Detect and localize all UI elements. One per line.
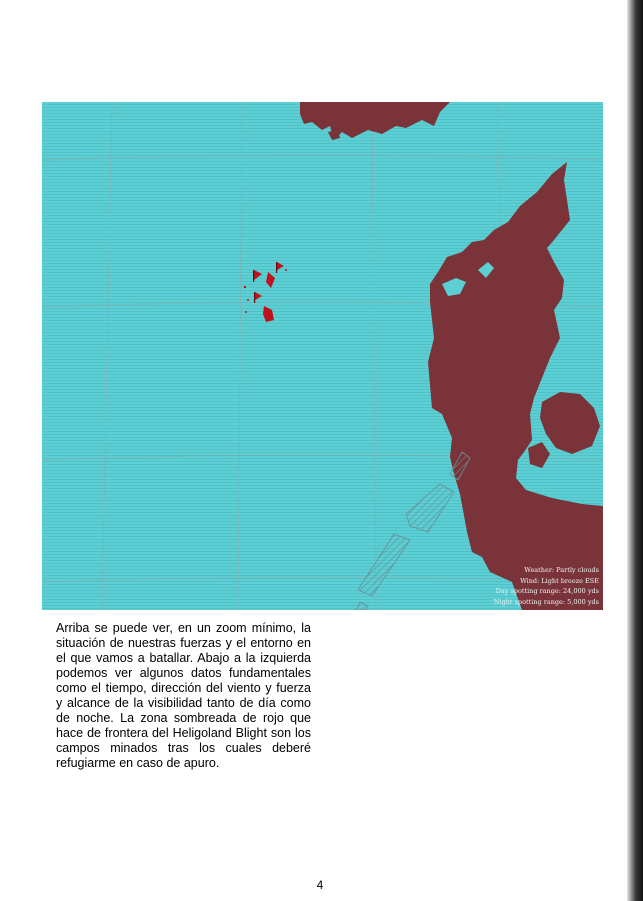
tactical-map[interactable] xyxy=(42,102,603,610)
wind-info: Wind: Light breeze ESE xyxy=(520,576,599,585)
weather-info-panel xyxy=(494,565,599,607)
day-spotting-range: Day spotting range: 24,000 yds xyxy=(495,587,599,595)
page-edge-shadow xyxy=(627,0,643,901)
weather-condition: Weather: Partly clouds xyxy=(524,566,599,574)
night-spotting-range: Night spotting range: 5,000 yds xyxy=(493,597,599,606)
description-paragraph: Arriba se puede ver, en un zoom mínimo, la situación de nuestras fuerzas y el entorno en el que vamos a batallar. Abajo a la izquierda podemos ver algunos datos fundamentales como el tiempo, dirección del viento y fuerza y alcance de la visibilidad tanto de día como de noche. La zona sombreada de rojo que hace de frontera del Heligoland Blight son los campos minados tras los cuales deberé refugiarme en caso de apuro. xyxy=(56,621,311,770)
page-number: 4 xyxy=(316,878,324,892)
